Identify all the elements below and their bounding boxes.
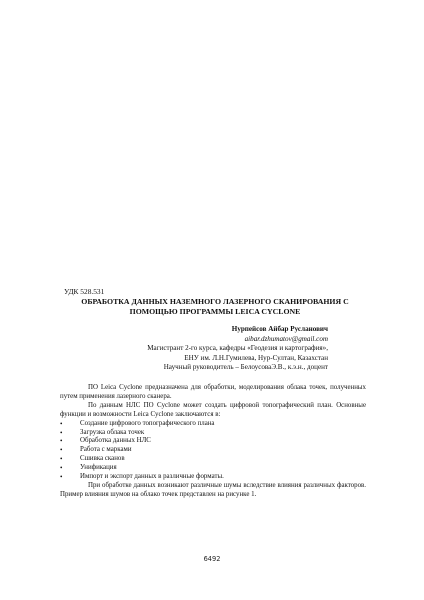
list-item: • Унификация <box>60 464 366 473</box>
udk-code: УДК 528.531 <box>64 287 105 296</box>
list-item: • Создание цифрового топографического плана <box>60 420 366 429</box>
author-email[interactable]: aibar.dzhumatov@gmail.com <box>244 334 328 343</box>
paper-title: ОБРАБОТКА ДАННЫХ НАЗЕМНОГО ЛАЗЕРНОГО СКАНИРОВАНИЯ С ПОМОЩЬЮ ПРОГРАММЫ LEICA CYCLONE <box>81 297 349 316</box>
list-item: • Загрузка облака точек <box>60 429 366 438</box>
list-item: • Сшивка сканов <box>60 455 366 464</box>
list-item: • Работа с марками <box>60 446 366 455</box>
features-list <box>60 420 366 482</box>
author-position: Магистрант 2-го курса, кафедры «Геодезия и картография», <box>147 344 328 352</box>
author-supervisor: Научный руководитель – БелоусоваЭ.В., к.э.н., доцент <box>163 363 328 371</box>
body-text <box>60 384 366 500</box>
list-item: • Импорт и экспорт данных в различные форматы. <box>60 473 366 482</box>
list-item: • Обработка данных НЛС <box>60 437 366 446</box>
page-number: 6492 <box>203 555 221 563</box>
paragraph-2: По данным НЛС ПО Cyclone может создать цифровой топографический план. Основные функции и возможности Leica Cyclone заключаются в: <box>60 401 366 418</box>
paragraph-1: ПО Leica Cyclone предназначена для обработки, моделирования облака точек, полученных путем применения лазерного сканера. <box>60 384 366 400</box>
author-block <box>147 325 328 373</box>
author-university: ЕНУ им. Л.Н.Гумилева, Нур-Султан, Казахстан <box>184 353 328 362</box>
paragraph-3: При обработке данных возникают различные шумы вследствие влияния различных факторов. Пример влияния шумов на облако точек представлен на рисунке 1. <box>60 481 366 498</box>
author-name: Нурпейсов Айбар Русланович <box>231 325 328 333</box>
